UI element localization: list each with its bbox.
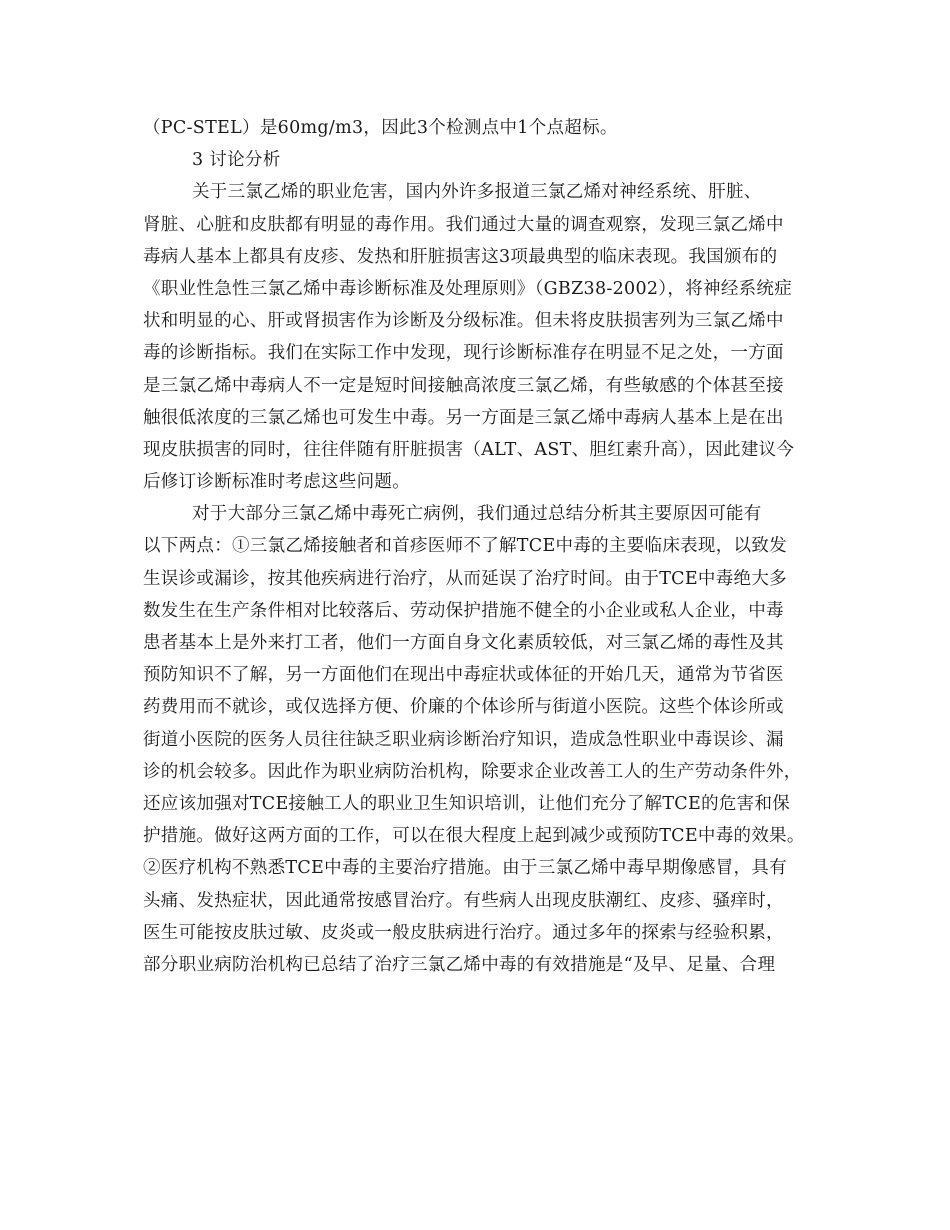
section-heading: 3 讨论分析 <box>192 150 281 171</box>
text-line-5: 毒病人基本上都具有皮疹、发热和肝脏损害这3项最典型的临床表现。我国颁布的 <box>143 246 778 267</box>
text-line-23: 护措施。做好这两方面的工作，可以在很大程度上起到减少或预防TCE中毒的效果。 <box>143 826 805 847</box>
text-line-12: 后修订诊断标准时考虑这些问题。 <box>143 472 410 493</box>
text-line-11: 现皮肤损害的同时，往往伴随有肝脏损害（ALT、AST、胆红素升高），因此建议今 <box>143 439 795 460</box>
text-line-27: 部分职业病防治机构已总结了治疗三氯乙烯中毒的有效措施是“及早、足量、合理 <box>143 954 776 975</box>
text-line-25: 头痛、发热症状，因此通常按感冒治疗。有些病人出现皮肤潮红、皮疹、骚痒时， <box>143 890 784 911</box>
text-line-10: 触很低浓度的三氯乙烯也可发生中毒。另一方面是三氯乙烯中毒病人基本上是在出 <box>143 407 784 428</box>
text-line-26: 医生可能按皮肤过敏、皮炎或一般皮肤病进行治疗。通过多年的探索与经验积累， <box>143 922 784 943</box>
text-line-15: 生误诊或漏诊，按其他疾病进行治疗，从而延误了治疗时间。由于TCE中毒绝大多 <box>143 568 787 589</box>
text-line-17: 患者基本上是外来打工者，他们一方面自身文化素质较低，对三氯乙烯的毒性及其 <box>143 633 784 653</box>
paragraph-1-first-line: 关于三氯乙烯的职业危害，国内外许多报道三氯乙烯对神经系统、肝脏、 <box>192 182 762 203</box>
text-line-8: 毒的诊断指标。我们在实际工作中发现，现行诊断标准存在明显不足之处，一方面 <box>143 343 784 364</box>
text-line-16: 数发生在生产条件相对比较落后、劳动保护措施不健全的小企业或私人企业，中毒 <box>143 600 784 621</box>
text-line-19: 药费用而不就诊，或仅选择方便、价廉的个体诊所与街道小医院。这些个体诊所或 <box>143 697 784 718</box>
text-line-9: 是三氯乙烯中毒病人不一定是短时间接触高浓度三氯乙烯，有些敏感的个体甚至接 <box>143 375 784 396</box>
text-line-4: 肾脏、心脏和皮肤都有明显的毒作用。我们通过大量的调查观察，发现三氯乙烯中 <box>143 214 784 235</box>
text-line-20: 街道小医院的医务人员往往缺乏职业病诊断治疗知识，造成急性职业中毒误诊、漏 <box>143 729 784 750</box>
text-line-6: 《职业性急性三氯乙烯中毒诊断标准及处理原则》（GBZ38-2002），将神经系统症 <box>143 278 793 299</box>
document-page <box>143 112 823 981</box>
text-line-7: 状和明显的心、肝或肾损害作为诊断及分级标准。但未将皮肤损害列为三氯乙烯中 <box>143 311 784 332</box>
paragraph-2-first-line: 对于大部分三氯乙烯中毒死亡病例，我们通过总结分析其主要原因可能有 <box>192 504 762 525</box>
text-line-1: （PC-STEL）是60mg/m3，因此3个检测点中1个点超标。 <box>143 118 618 138</box>
text-line-21: 诊的机会较多。因此作为职业病防治机构，除要求企业改善工人的生产劳动条件外， <box>143 761 802 782</box>
text-line-22: 还应该加强对TCE接触工人的职业卫生知识培训，让他们充分了解TCE的危害和保 <box>143 793 791 814</box>
text-line-24: ②医疗机构不熟悉TCE中毒的主要治疗措施。由于三氯乙烯中毒早期像感冒，具有 <box>143 858 787 879</box>
text-line-14: 以下两点：①三氯乙烯接触者和首疹医师不了解TCE中毒的主要临床表现，以致发 <box>143 536 787 557</box>
text-line-18: 预防知识不了解，另一方面他们在现出中毒症状或体征的开始几天，通常为节省医 <box>143 665 784 686</box>
